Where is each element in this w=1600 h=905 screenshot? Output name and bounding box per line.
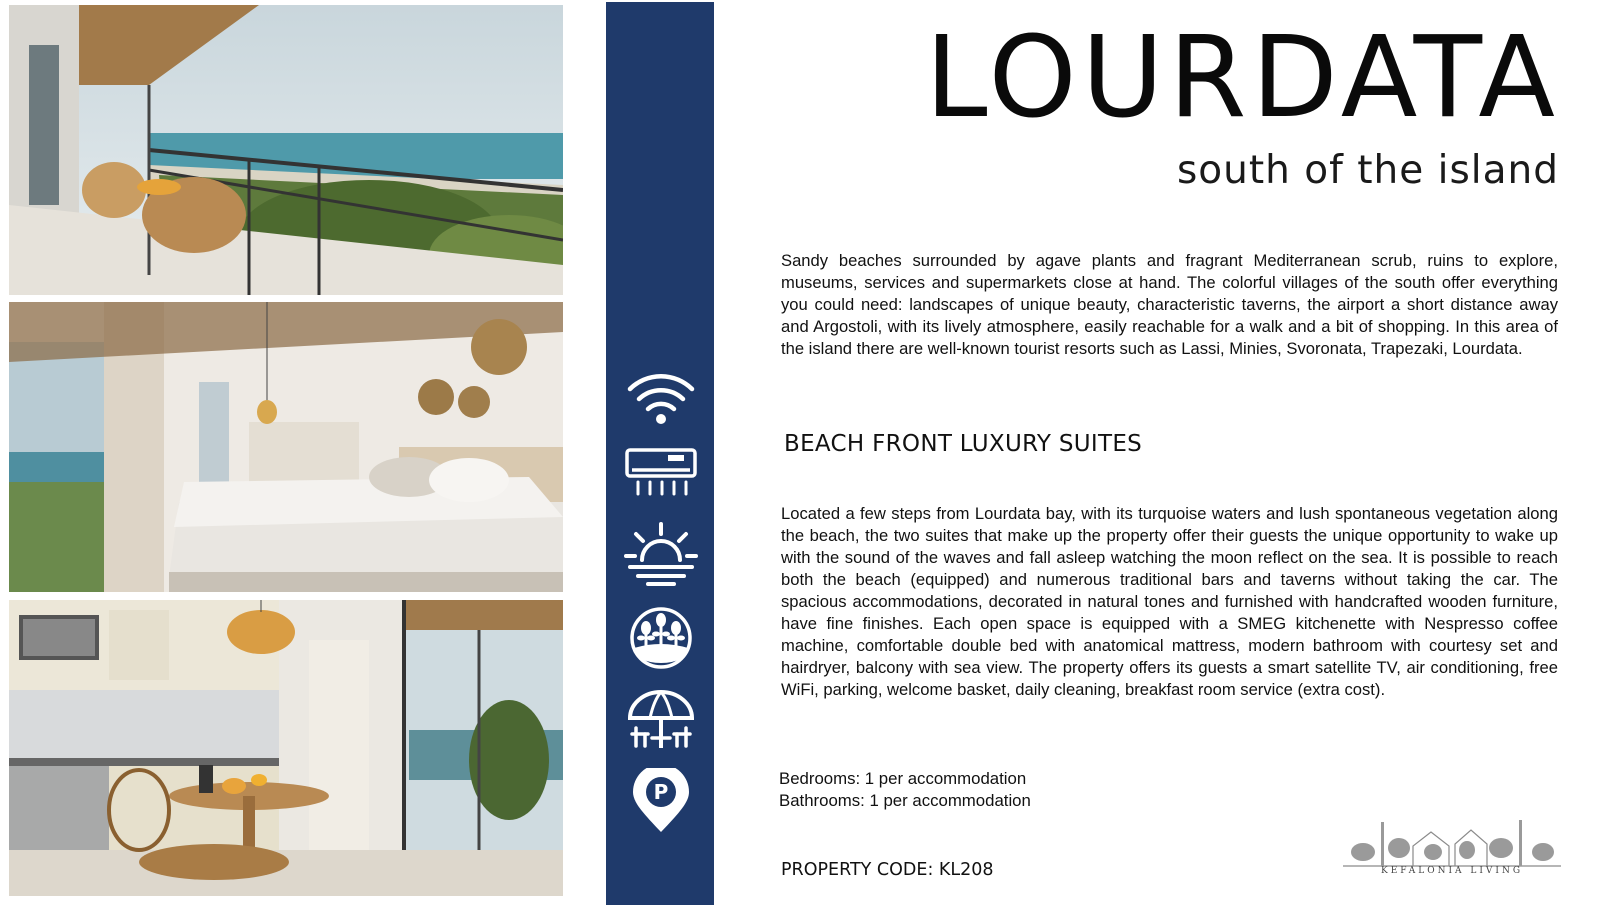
svg-text:P: P: [653, 780, 669, 804]
section-heading: BEACH FRONT LUXURY SUITES: [784, 431, 1143, 457]
kefalonia-living-logo: [1343, 818, 1561, 888]
bedrooms-info: Bedrooms: 1 per accommodation: [779, 769, 1027, 788]
property-code: PROPERTY CODE: KL208: [781, 860, 994, 880]
kitchen-dining-photo: [9, 600, 563, 896]
wifi-icon: [624, 367, 698, 431]
property-facts: [779, 768, 1031, 812]
beach-umbrella-icon: [624, 688, 698, 752]
balcony-sea-view-photo: [9, 5, 563, 295]
property-description: Located a few steps from Lourdata bay, with its turquoise waters and lush spontaneous vegetation along the beach, the two suites that make up the property offer their guests the unique opportunity to wake up with the sound of the waves and fall asleep watching the moon reflect on the sea. It is possible to reach both the beach (equipped) and numerous traditional bars and taverns without taking the car. The spacious accommodations, decorated in natural tones and furnished with handcrafted wooden furniture, have fine finishes. Each open space is equipped with a SMEG kitchenette with Nespresso coffee machine, comfortable double bed with anatomical mattress, modern bathroom with courtesy set and hairdryer, balcony with sea view. The property offers its guests a smart satellite TV, air conditioning, free WiFi, parking, welcome basket, daily cleaning, breakfast room service (extra cost).: [781, 504, 1558, 699]
amenities-band: [606, 2, 714, 905]
garden-icon: [624, 606, 698, 670]
bedroom-photo: [9, 302, 563, 592]
parking-icon: [624, 768, 698, 832]
area-description: Sandy beaches surrounded by agave plants and fragrant Mediterranean scrub, ruins to explore, museums, services and supermarkets close at hand. The colorful villages of the south offer everything you could need: landscapes of unique beauty, characteristic taverns, the airport a short distance away and Argostoli, with its lively atmosphere, easily reachable for a walk and a bit of shopping. In this area of the island there are well-known tourist resorts such as Lassi, Minies, Svoronata, Trapezaki, Lourdata.: [781, 251, 1558, 358]
logo-trees-icon: [1343, 818, 1561, 872]
page-title: LOURDATA: [925, 13, 1560, 143]
logo-text: KEFALONIA LIVING: [1380, 866, 1524, 876]
sunrise-icon: [624, 522, 698, 586]
page-subtitle: south of the island: [1176, 148, 1559, 193]
bathrooms-info: Bathrooms: 1 per accommodation: [779, 791, 1031, 810]
air-conditioning-icon: [624, 444, 698, 508]
